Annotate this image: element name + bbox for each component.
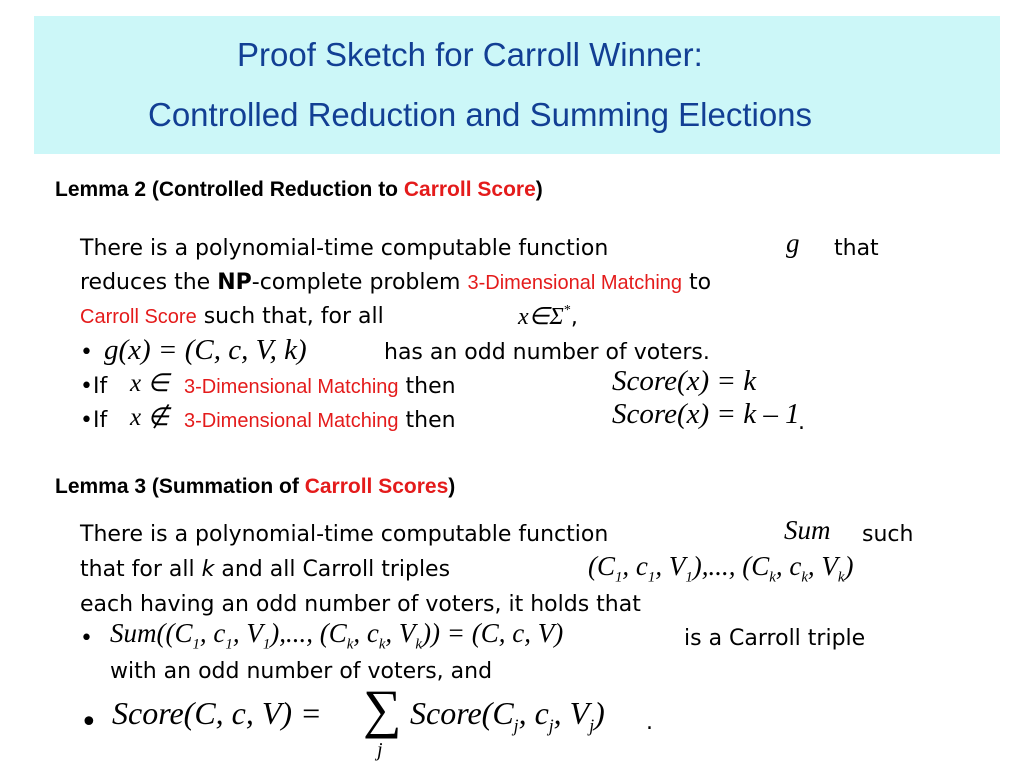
lemma2-bullet1-dot: • — [80, 340, 93, 365]
x-in-sigma-star — [518, 305, 578, 329]
lemma2-heading — [55, 178, 543, 202]
lemma3-bullet2-dot: • — [80, 705, 98, 740]
sum-formula: $Sum((C_1$, $c_1$, $V_1$),..., ($C_k$, $c_k$, $V_k)) = (C$, c, V) — [110, 618, 564, 653]
lemma2-bullet1-text: has an odd number of voters. — [384, 340, 710, 365]
kleene-star: * — [563, 303, 571, 318]
summation-index: j — [377, 739, 383, 761]
score-equals-k: Score(x) = k — [612, 365, 757, 397]
carroll-triples-formula: ($C_1$, $c_1$, $V_1$),..., ($C_k$, $c_k$, $V_k$) — [588, 551, 854, 586]
lemma3-line1-end: such — [862, 522, 914, 547]
lemma2-line2-a: reduces the — [80, 270, 218, 295]
lemma3-heading-suffix: ) — [448, 475, 456, 498]
lemma3-heading — [55, 475, 455, 499]
lemma2-func-g: g — [786, 228, 800, 258]
lemma3-line4: with an odd number of voters, and — [110, 659, 493, 684]
lemma2-period: . — [798, 410, 805, 435]
summation-symbol: ∑ — [363, 679, 402, 739]
x-not-in-symbol: x ∉ — [130, 404, 170, 431]
lemma3-line1: There is a polynomial-time computable function — [80, 522, 609, 547]
lemma2-bullet2-prefix: •If — [80, 374, 108, 399]
carroll-score-label: Carroll Score — [80, 306, 197, 328]
lemma3-heading-prefix: Lemma 3 (Summation of — [55, 475, 305, 498]
lemma3-heading-highlight: Carroll Scores — [304, 475, 449, 498]
lemma2-bullet2 — [80, 376, 107, 398]
problem-name-3: 3-Dimensional Matching — [184, 410, 399, 432]
lemma3-bullet1-dot: • — [80, 626, 93, 651]
lemma3-period: . — [646, 710, 653, 735]
score-equals-k-minus-1: Score(x) = k – 1 — [612, 398, 800, 430]
lemma2-heading-suffix: ) — [535, 178, 543, 201]
lemma2-bullet3-tail — [184, 410, 456, 432]
lemma3-line2-a: that for all — [80, 557, 202, 582]
x-in-sigma-comma: , — [570, 305, 578, 330]
lemma2-line1: There is a polynomial-time computable function — [80, 236, 609, 261]
page-title-line1: Proof Sketch for Carroll Winner: — [237, 36, 703, 73]
lemma3-line2-b: and all Carroll triples — [214, 557, 451, 582]
lemma2-bullet3-prefix: •If — [80, 408, 108, 433]
lemma2-line2-c: to — [682, 270, 712, 295]
lemma2-bullet3-then: then — [398, 408, 456, 433]
np-label: NP — [217, 270, 252, 295]
lemma2-line2 — [80, 272, 711, 294]
score-sum-rhs: $Score(C_j$, $c_j$, $V_j$) — [410, 695, 605, 736]
lemma2-heading-highlight: Carroll Score — [403, 178, 536, 201]
lemma2-line3-text: such that, for all — [196, 304, 384, 329]
lemma2-bullet2-tail — [184, 376, 456, 398]
x-in-sigma: x∈Σ — [518, 304, 564, 330]
lemma2-bullet2-then: then — [398, 374, 456, 399]
lemma3-line2 — [80, 559, 450, 581]
lemma2-heading-prefix: Lemma 2 (Controlled Reduction to — [55, 178, 404, 201]
lemma2-line1-end: that — [834, 236, 879, 261]
lemma2-line3 — [80, 306, 384, 328]
g-of-x-formula: g(x) = (C, c, V, k) — [104, 334, 307, 366]
lemma3-func-sum: Sum — [784, 515, 831, 545]
lemma2-bullet3 — [80, 410, 107, 432]
lemma3-bullet1-text: is a Carroll triple — [684, 626, 866, 651]
problem-name-2: 3-Dimensional Matching — [184, 376, 399, 398]
problem-name: 3-Dimensional Matching — [467, 272, 683, 294]
x-in-symbol: x ∈ — [130, 370, 170, 397]
lemma3-line3: each having an odd number of voters, it holds that — [80, 592, 641, 617]
score-sum-lhs: Score(C, c, V) = — [112, 695, 322, 731]
page-title-line2: Controlled Reduction and Summing Elections — [148, 96, 813, 133]
lemma2-line2-b: -complete problem — [251, 270, 468, 295]
lemma3-k: k — [201, 557, 215, 582]
